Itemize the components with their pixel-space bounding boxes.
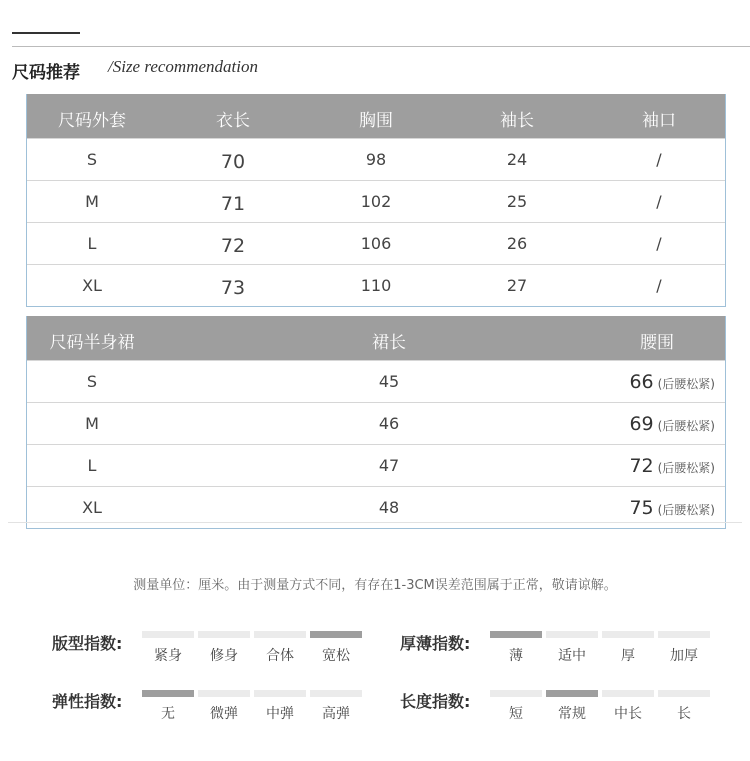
waist-note: (后腰松紧) bbox=[657, 503, 715, 517]
cell-size: L bbox=[87, 456, 97, 475]
cell-waist bbox=[629, 413, 715, 435]
col-header-cuff: 袖口 bbox=[642, 111, 676, 131]
fit-scale-option: 修身 bbox=[210, 648, 238, 664]
table-row bbox=[27, 444, 725, 486]
elasticity-scale-option: 中弹 bbox=[266, 706, 294, 722]
cell-cuff: / bbox=[656, 234, 662, 253]
cell-cuff: / bbox=[656, 276, 662, 295]
thickness-scale-option: 薄 bbox=[509, 648, 523, 664]
cell-skirt-length: 45 bbox=[378, 372, 400, 391]
length-scale-segment bbox=[490, 690, 542, 697]
table-row bbox=[27, 360, 725, 402]
fit-scale-segment bbox=[254, 631, 306, 638]
thickness-scale-segment bbox=[602, 631, 654, 638]
elasticity-scale-option: 微弹 bbox=[210, 706, 238, 722]
table-header bbox=[27, 94, 725, 138]
waist-value: 69 bbox=[629, 413, 654, 435]
length-scale-segment bbox=[602, 690, 654, 697]
cell-length: 70 bbox=[220, 151, 246, 173]
fit-scale-option: 宽松 bbox=[322, 648, 350, 664]
length-index-label: 长度指数: bbox=[400, 692, 471, 711]
length-scale-option: 长 bbox=[677, 706, 691, 722]
length-scale-segment bbox=[546, 690, 598, 697]
table-row bbox=[27, 222, 725, 264]
jacket-size-table bbox=[26, 94, 726, 307]
cell-size: M bbox=[85, 192, 99, 211]
elasticity-scale-segment bbox=[310, 690, 362, 697]
cell-sleeve: 26 bbox=[506, 234, 528, 253]
col-header-skirt-length: 裙长 bbox=[372, 333, 406, 353]
waist-value: 75 bbox=[629, 497, 654, 519]
cell-waist bbox=[629, 371, 715, 393]
section-divider bbox=[8, 522, 742, 523]
waist-value: 72 bbox=[629, 455, 654, 477]
cell-size: M bbox=[85, 414, 99, 433]
cell-chest: 102 bbox=[360, 192, 392, 211]
elasticity-scale-segment bbox=[142, 690, 194, 697]
waist-note: (后腰松紧) bbox=[657, 377, 715, 391]
cell-sleeve: 27 bbox=[506, 276, 528, 295]
cell-skirt-length: 47 bbox=[378, 456, 400, 475]
waist-value: 66 bbox=[629, 371, 654, 393]
cell-length: 72 bbox=[220, 235, 246, 257]
table-row bbox=[27, 180, 725, 222]
section-title-en: /Size recommendation bbox=[108, 57, 258, 76]
elasticity-index-label: 弹性指数: bbox=[52, 692, 123, 711]
col-header-sleeve: 袖长 bbox=[500, 111, 534, 131]
waist-note: (后腰松紧) bbox=[657, 419, 715, 433]
table-row bbox=[27, 264, 725, 306]
length-scale-option: 短 bbox=[509, 706, 523, 722]
thickness-scale-option: 加厚 bbox=[670, 648, 698, 664]
col-header-length: 衣长 bbox=[216, 111, 250, 131]
fit-index-label: 版型指数: bbox=[52, 634, 123, 653]
cell-size: XL bbox=[82, 276, 102, 295]
skirt-size-table bbox=[26, 316, 726, 529]
fit-scale-option: 合体 bbox=[266, 648, 294, 664]
thickness-scale-segment bbox=[546, 631, 598, 638]
header-rule bbox=[12, 46, 750, 47]
col-header-size: 尺码外套 bbox=[58, 111, 126, 131]
cell-sleeve: 24 bbox=[506, 150, 528, 169]
fit-scale-segment bbox=[310, 631, 362, 638]
cell-size: L bbox=[87, 234, 97, 253]
col-header-waist: 腰围 bbox=[640, 333, 674, 353]
elasticity-scale-option: 无 bbox=[161, 706, 175, 722]
header-accent-line bbox=[12, 32, 80, 34]
fit-scale-option: 紧身 bbox=[154, 648, 182, 664]
elasticity-scale-segment bbox=[254, 690, 306, 697]
length-scale-option: 中长 bbox=[614, 706, 642, 722]
cell-cuff: / bbox=[656, 150, 662, 169]
thickness-scale-segment bbox=[490, 631, 542, 638]
cell-size: S bbox=[86, 372, 98, 391]
cell-length: 71 bbox=[220, 193, 246, 215]
cell-chest: 106 bbox=[360, 234, 392, 253]
table-row bbox=[27, 402, 725, 444]
fit-scale-segment bbox=[198, 631, 250, 638]
waist-note: (后腰松紧) bbox=[657, 461, 715, 475]
table-row bbox=[27, 138, 725, 180]
cell-size: S bbox=[86, 150, 98, 169]
elasticity-scale-option: 高弹 bbox=[322, 706, 350, 722]
col-header-size: 尺码半身裙 bbox=[49, 333, 135, 353]
thickness-index-label: 厚薄指数: bbox=[400, 634, 471, 653]
col-header-chest: 胸围 bbox=[359, 111, 393, 131]
cell-skirt-length: 48 bbox=[378, 498, 400, 517]
cell-chest: 110 bbox=[360, 276, 392, 295]
measurement-note: 测量单位：厘米。由于测量方式不同，有存在1-3CM误差范围属于正常，敬请谅解。 bbox=[133, 578, 617, 593]
cell-skirt-length: 46 bbox=[378, 414, 400, 433]
cell-sleeve: 25 bbox=[506, 192, 528, 211]
length-scale-segment bbox=[658, 690, 710, 697]
fit-scale-segment bbox=[142, 631, 194, 638]
length-scale-option: 常规 bbox=[558, 706, 586, 722]
cell-length: 73 bbox=[220, 277, 246, 299]
thickness-scale-option: 适中 bbox=[558, 648, 586, 664]
cell-size: XL bbox=[82, 498, 102, 517]
cell-chest: 98 bbox=[365, 150, 387, 169]
cell-waist bbox=[629, 497, 715, 519]
thickness-scale-segment bbox=[658, 631, 710, 638]
table-header bbox=[27, 316, 725, 360]
elasticity-scale-segment bbox=[198, 690, 250, 697]
thickness-scale-option: 厚 bbox=[621, 648, 635, 664]
cell-cuff: / bbox=[656, 192, 662, 211]
cell-waist bbox=[629, 455, 715, 477]
section-title-cn: 尺码推荐 bbox=[12, 63, 80, 83]
